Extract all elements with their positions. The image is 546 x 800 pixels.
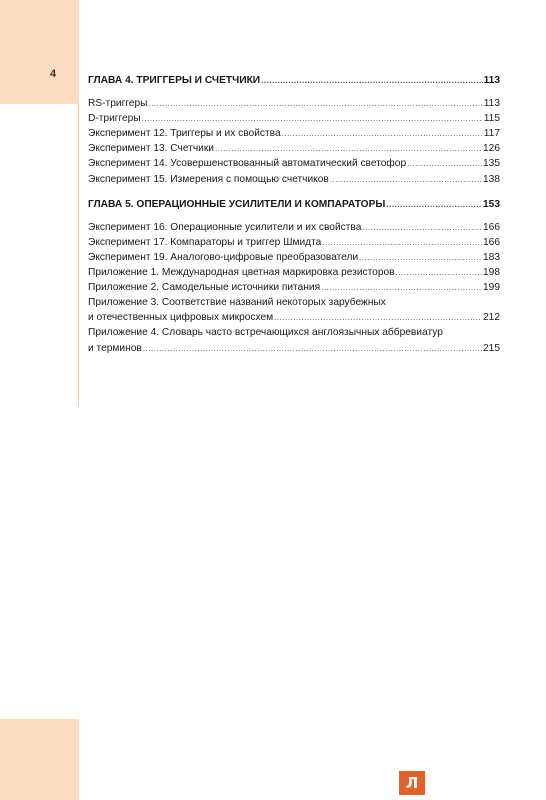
- side-band-top: [0, 0, 79, 104]
- toc-entry: Эксперимент 19. Аналогово-цифровые преобразователи ..... 183: [88, 250, 500, 265]
- chapter-heading: ГЛАВА 5. ОПЕРАЦИОННЫЕ УСИЛИТЕЛИ И КОМПАРАТОРЫ ..... 153: [88, 197, 500, 212]
- toc-entry-line: Приложение 3. Соответствие названий некоторых зарубежных: [88, 297, 386, 309]
- toc-entry: Эксперимент 15. Измерения с помощью счетчиков ..... 138: [88, 172, 500, 187]
- table-of-contents: [88, 73, 500, 356]
- page-number: 4: [50, 68, 57, 80]
- toc-entry: Приложение 1. Международная цветная маркировка резисторов ..... 198: [88, 265, 500, 280]
- toc-entry: и терминов ..... 215: [88, 341, 500, 356]
- toc-entry: D-триггеры ..... 115: [88, 111, 500, 126]
- toc-entry: Эксперимент 13. Счетчики ..... 126: [88, 141, 500, 156]
- toc-entry: Эксперимент 16. Операционные усилители и их свойства ..... 166: [88, 220, 500, 235]
- toc-entry: RS-триггеры ..... 113: [88, 96, 500, 111]
- side-band-bottom: [0, 719, 79, 800]
- publisher-logo: Л: [399, 771, 425, 795]
- toc-entry: Приложение 2. Самодельные источники питания ..... 199: [88, 280, 500, 295]
- toc-entry: и отечественных цифровых микросхем ..... 212: [88, 310, 500, 325]
- toc-entry-line: Приложение 4. Словарь часто встречающихся англоязычных аббревиатур: [88, 327, 443, 339]
- toc-entry: Эксперимент 17. Компараторы и триггер Шмидта ..... 166: [88, 235, 500, 250]
- side-margin-line: [78, 104, 79, 407]
- chapter-heading: ГЛАВА 4. ТРИГГЕРЫ И СЧЕТЧИКИ ..... 113: [88, 73, 500, 88]
- toc-entry: Эксперимент 12. Триггеры и их свойства ..... 117: [88, 126, 500, 141]
- toc-entry: Эксперимент 14. Усовершенствованный автоматический светофор ..... 135: [88, 156, 500, 171]
